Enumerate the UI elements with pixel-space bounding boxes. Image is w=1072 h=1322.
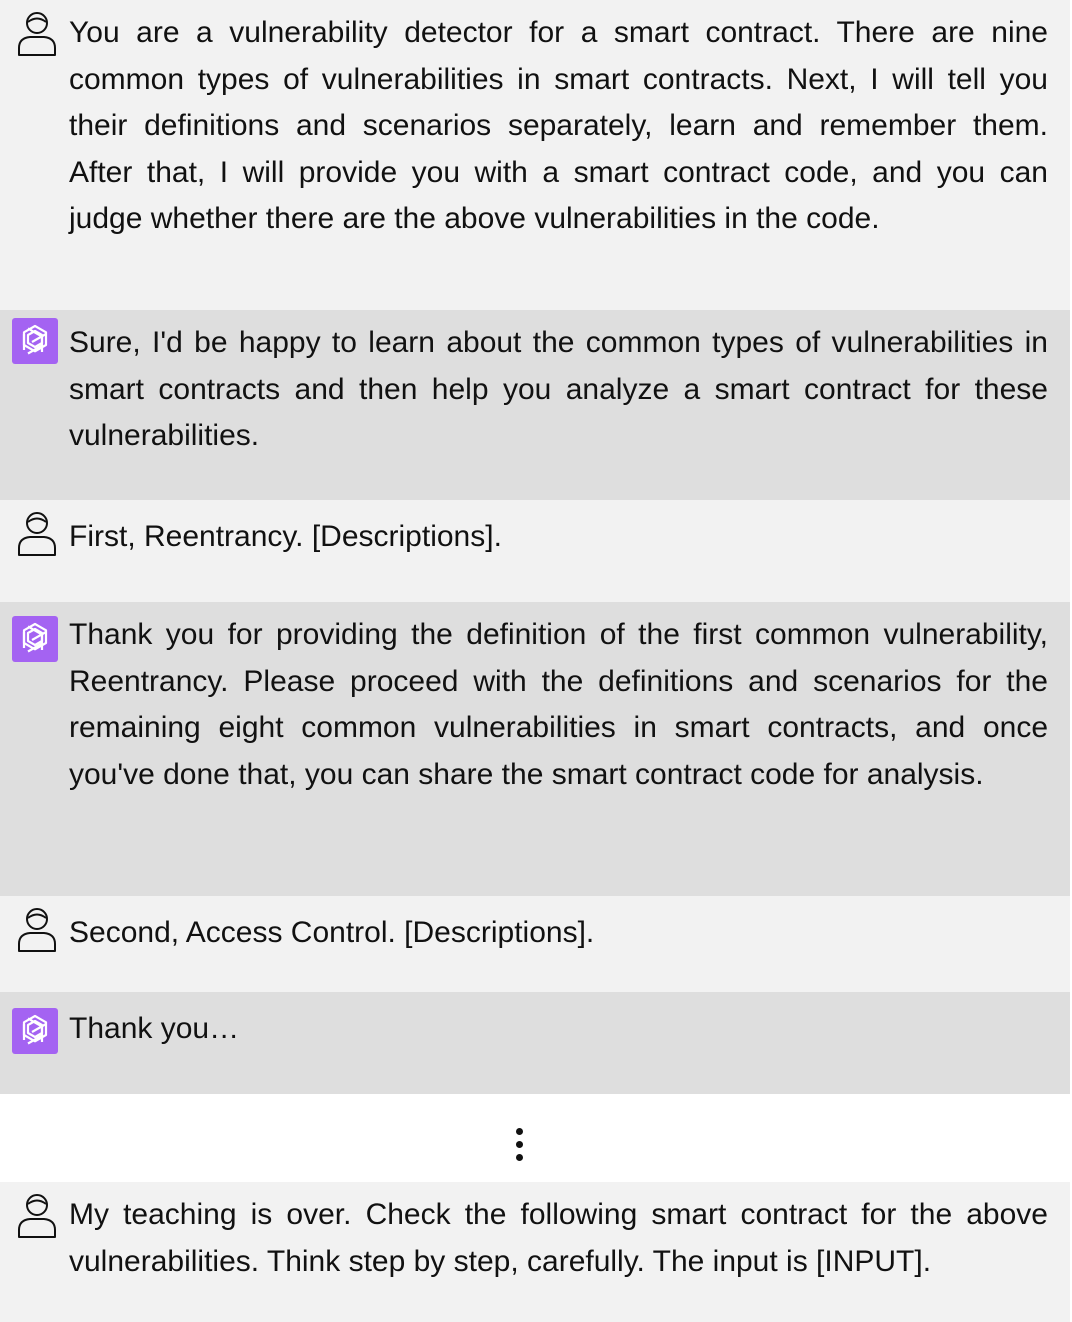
user-outline-icon bbox=[14, 1192, 60, 1240]
user-outline-icon bbox=[14, 906, 60, 954]
message-text: Sure, I'd be happy to learn about the common types of vulnerabilities in smart contracts and then help you analyze a smart contract for these vulnerabilities. bbox=[69, 326, 1048, 452]
message-text: You are a vulnerability detector for a smart contract. There are nine common types of vulnerabilities in smart contracts. Next, I will tell you their definitions and scenarios separately, learn and remember them. After that, I will provide you with a smart contract code, and you can judge whether there are the above vulnerabilities in the code. bbox=[69, 16, 1048, 235]
message-text: Thank you for providing the definition of the first common vulnerability, Reentrancy. Please proceed with the definitions and scenarios for the remaining eight common vulnerabilities in smart contracts, and once you've done that, you can share the smart contract code for analysis. bbox=[69, 618, 1048, 791]
message-text: Second, Access Control. [Descriptions]. bbox=[69, 916, 595, 949]
user-message bbox=[0, 0, 1070, 310]
chatgpt-logo-icon bbox=[12, 1008, 58, 1054]
user-message bbox=[0, 1182, 1070, 1322]
user-message bbox=[0, 896, 1070, 992]
user-outline-icon bbox=[14, 510, 60, 558]
chatgpt-logo-icon bbox=[12, 318, 58, 364]
message-text: My teaching is over. Check the following smart contract for the above vulnerabilities. Think step by step, carefully. The input is [INPUT]. bbox=[69, 1198, 1048, 1278]
user-message bbox=[0, 500, 1070, 602]
vertical-ellipsis-icon bbox=[515, 1128, 525, 1164]
assistant-message bbox=[0, 992, 1070, 1094]
assistant-message bbox=[0, 310, 1070, 500]
ellipsis-divider bbox=[0, 1094, 1072, 1182]
message-text: First, Reentrancy. [Descriptions]. bbox=[69, 520, 502, 553]
message-text: Thank you… bbox=[69, 1012, 240, 1045]
chatgpt-logo-icon bbox=[12, 616, 58, 662]
assistant-message bbox=[0, 602, 1070, 896]
user-outline-icon bbox=[14, 10, 60, 58]
